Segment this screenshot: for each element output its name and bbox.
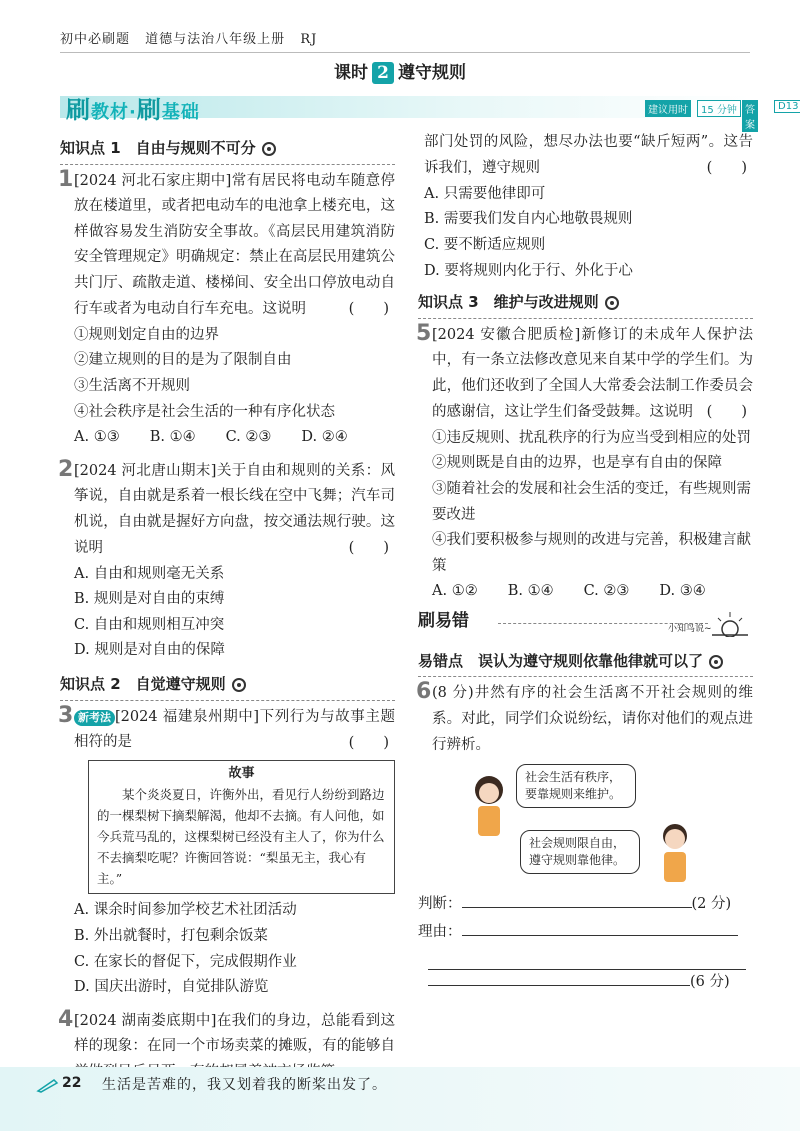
judge-row (418, 892, 753, 918)
option-a[interactable]: A. ①② (432, 583, 478, 600)
story-title: 故事 (228, 766, 255, 782)
right-column (418, 130, 753, 996)
statement: ②建立规则的目的是为了限制自由 (74, 352, 292, 369)
error-section-title: 刷易错 (418, 610, 469, 631)
option-c[interactable]: C. 自由和规则相互冲突 (74, 616, 225, 633)
option-b[interactable]: B. ①④ (507, 583, 554, 600)
reason-blank-1[interactable] (462, 935, 738, 936)
error-point: 易错点 误认为遵守规则依靠他律就可以了 (418, 649, 753, 678)
new-method-tag: 新考法 (74, 710, 115, 726)
time-label: 建议用时 (645, 100, 691, 117)
knowledge-point-1: 知识点 1 自由与规则不可分 (60, 136, 395, 165)
target-icon (709, 655, 723, 669)
question-stem: [2024 河北石家庄期中]常有居民将电动车随意停放在楼道里，或者把电动车的电池拿上楼充电，这样做容易发生消防安全事故。《高层民用建筑消防安全管理规定》明确规定：禁止在高层民用建筑公共门厅、疏散走道、楼梯间、安全出口停放电动自行车或者为电动自行车充电。这说明 (74, 172, 395, 317)
speech-bubble-girl: 社会生活有秩序，要靠规则来维护。 (516, 764, 636, 808)
banner-title: 刷教材·刷基础 (66, 96, 200, 124)
speech-bubble-boy: 社会规则限自由，遵守规则靠他律。 (520, 830, 640, 874)
statement: ②规则既是自由的边界，也是享有自由的保障 (432, 455, 722, 472)
question-3: 3 新考法 [2024 福建泉州期中]下列行为与故事主题相符的是 ( ) 故事 某个炎炎夏日，许衡外出，看见行人纷纷到路边的一棵梨树下摘梨解渴，他却不去摘。有人问他，如今兵荒马乱的，这棵梨树已经没有主人了，你为什么不去摘梨吃呢？许衡回答说：“梨虽无主，我心有主。” A. 课余时间参加学校艺术社团活动 B. 外出就餐时，打包剩余饭菜 C. 在家长的督促下，完成假期作业 D. 国庆出游时，自觉排队游览 (60, 705, 395, 1001)
illustration (418, 758, 753, 890)
girl-icon (466, 772, 512, 842)
left-column (60, 130, 395, 1086)
header-divider (60, 52, 750, 53)
option-c[interactable]: C. ②③ (583, 583, 630, 600)
option-b[interactable]: B. 规则是对自由的束缚 (74, 591, 225, 608)
lesson-number: 2 (372, 62, 394, 84)
error-section-header (418, 609, 753, 643)
question-stem-cont: 部门处罚的风险，想尽办法也要“缺斤短两”。这告诉我们，遵守规则 (424, 134, 753, 176)
option-a[interactable]: A. 课余时间参加学校艺术社团活动 (74, 902, 297, 919)
page-number: 22 (62, 1075, 82, 1091)
option-a[interactable]: A. ①③ (74, 429, 120, 446)
statement: ④社会秩序是社会生活的一种有序化状态 (74, 403, 335, 420)
question-5: 5 [2024 安徽合肥质检]新修订的未成年人保护法中，有一条立法修改意见来自某中学的学生们。为此，他们还收到了全国人大常委会法制工作委员会的感谢信，这让学生们备受鼓舞。这说明 ( ) ①违反规则、扰乱秩序的行为应当受到相应的处罚 ②规则既是自由的边界，也是享有自由的保障 ③随着社会的发展和社会生活的变迁，有些规则需要改进 ④我们要积极参与规则的改进与完善，积极建言献策 A. ①② B. ①④ C. ②③ D. ③④ (418, 323, 753, 605)
option-c[interactable]: C. 在家长的督促下，完成假期作业 (74, 953, 297, 970)
edition: RJ (300, 32, 318, 47)
option-b[interactable]: B. ①④ (149, 429, 196, 446)
statement: ③随着社会的发展和社会生活的变迁，有些规则需要改进 (432, 480, 751, 523)
target-icon (605, 296, 619, 310)
answer-label: 答案 (742, 100, 758, 132)
option-d[interactable]: D. 国庆出游时，自觉排队游览 (74, 979, 269, 996)
option-d[interactable]: D. 规则是对自由的保障 (74, 642, 225, 659)
boy-icon (652, 820, 698, 890)
reason-score: (6 分) (690, 974, 730, 991)
statement: ①违反规则、扰乱秩序的行为应当受到相应的处罚 (432, 429, 751, 446)
question-stem: 新考法 [2024 福建泉州期中]下列行为与故事主题相符的是 (74, 708, 395, 751)
question-stem: [2024 安徽合肥质检]新修订的未成年人保护法中，有一条立法修改意见来自某中学的学生们。为此，他们还收到了全国人大常委会法制工作委员会的感谢信，这让学生们备受鼓舞。这说明 (432, 326, 753, 420)
knowledge-point-3: 知识点 3 维护与改进规则 (418, 290, 753, 319)
option-c[interactable]: C. 要不断适应规则 (424, 236, 546, 253)
statement: ③生活离不开规则 (74, 377, 190, 394)
lesson-title: 课时 2 遵守规则 (334, 63, 466, 83)
bird-note: 小知鸟说~ (668, 623, 712, 634)
question-4: 4 [2024 湖南娄底期中]在我们的身边，总能看到这样的现象：在同一个市场卖菜的摊贩，有的能够自 (60, 1009, 395, 1086)
option-b[interactable]: B. 外出就餐时，打包剩余饭菜 (74, 928, 268, 945)
question-stem: (8 分)井然有序的社会生活离不开社会规则的维系。对此，同学们众说纷纭，请你对他们的观点进行辨析。 (432, 685, 753, 753)
option-b[interactable]: B. 需要我们发自内心地敬畏规则 (424, 211, 633, 228)
option-c[interactable]: C. ②③ (225, 429, 272, 446)
reason-row-last (418, 970, 753, 996)
option-d[interactable]: D. ②④ (301, 429, 348, 446)
answer-value: D13 (774, 100, 800, 113)
reason-blank-3[interactable] (428, 985, 690, 986)
judge-score: (2 分) (691, 896, 732, 913)
reason-label: 理由： (418, 923, 462, 940)
option-a[interactable]: A. 自由和规则毫无关系 (74, 565, 225, 582)
page-footer (0, 1067, 800, 1131)
story-box (88, 760, 395, 894)
options (432, 579, 753, 605)
question-2: 2 [2024 河北唐山期末]关于自由和规则的关系：风筝说，自由就是系着一根长线在空中飞舞；汽车司机说，自由就是握好方向盘，按交通法规行驶。这说明 ( ) A. 自由和规则毫无关系 B. 规则是对自由的束缚 C. 自由和规则相互冲突 D. 规则是对自由的保障 (60, 459, 395, 664)
reason-row (418, 920, 753, 946)
statement: ①规则划定自由的边界 (74, 326, 219, 343)
options (74, 425, 395, 451)
question-6: 6 (8 分)井然有序的社会生活离不开社会规则的维系。对此，同学们众说纷纭，请你对他们的观点进行辨析。 (418, 681, 753, 758)
knowledge-point-2: 知识点 2 自觉遵守规则 (60, 672, 395, 701)
judge-blank[interactable] (462, 907, 692, 908)
option-a[interactable]: A. 只需要他律即可 (424, 185, 546, 202)
statement: ④我们要积极参与规则的改进与完善，积极建言献策 (432, 532, 751, 574)
option-d[interactable]: D. 要将规则内化于行、外化于心 (424, 262, 633, 279)
question-1: 1 [2024 河北石家庄期中]常有居民将电动车随意停放在楼道里，或者把电动车的电池拿上楼充电，这样做容易发生消防安全事故。《高层民用建筑消防安全管理规定》明确规定：禁止在高层民用建筑公共门厅、疏散走道、楼梯间、安全出口停放电动自行车或者为电动自行车充电。这说明 ( ) ①规则划定自由的边界 ②建立规则的目的是为了限制自由 ③生活离不开规则 ④社会秩序是社会生活的一种有序化状态 A. ①③ B. ①④ C. ②③ D. ②④ (60, 169, 395, 451)
book-name: 初中必刷题 (60, 32, 131, 47)
footer-quote: 生活是苦难的，我又划着我的断桨出发了。 (102, 1077, 387, 1093)
running-header (60, 28, 327, 47)
time-value: 15 分钟 (697, 100, 741, 117)
question-stem: [2024 湖南娄底期中]在我们的身边，总能看到这样的现象：在同一个市场卖菜的摊贩，有的能够自 (74, 1012, 395, 1055)
question-4-cont: 部门处罚的风险，想尽办法也要“缺斤短两”。这告诉我们，遵守规则 ( ) A. 只需要他律即可 B. 需要我们发自内心地敬畏规则 C. 要不断适应规则 D. 要将规则内化于行、外化于心 (418, 130, 753, 284)
target-icon (262, 142, 276, 156)
judge-label: 判断： (418, 896, 462, 913)
sun-icon (710, 609, 750, 637)
subject-name: 道德与法治八年级上册 (145, 32, 286, 47)
pen-icon (36, 1077, 60, 1093)
question-stem: [2024 河北唐山期末]关于自由和规则的关系：风筝说，自由就是系着一根长线在空中飞舞；汽车司机说，自由就是握好方向盘，按交通法规行驶。这说明 (74, 462, 395, 556)
target-icon (232, 678, 246, 692)
story-text: 某个炎炎夏日，许衡外出，看见行人纷纷到路边的一棵梨树下摘梨解渴，他却不去摘。有人问他，如今兵荒马乱的，这棵梨树已经没有主人了，你为什么不去摘梨吃呢？许衡回答说：“梨虽无主，我心有主。” (97, 787, 385, 887)
section-banner (60, 90, 799, 131)
option-d[interactable]: D. ③④ (659, 583, 706, 600)
